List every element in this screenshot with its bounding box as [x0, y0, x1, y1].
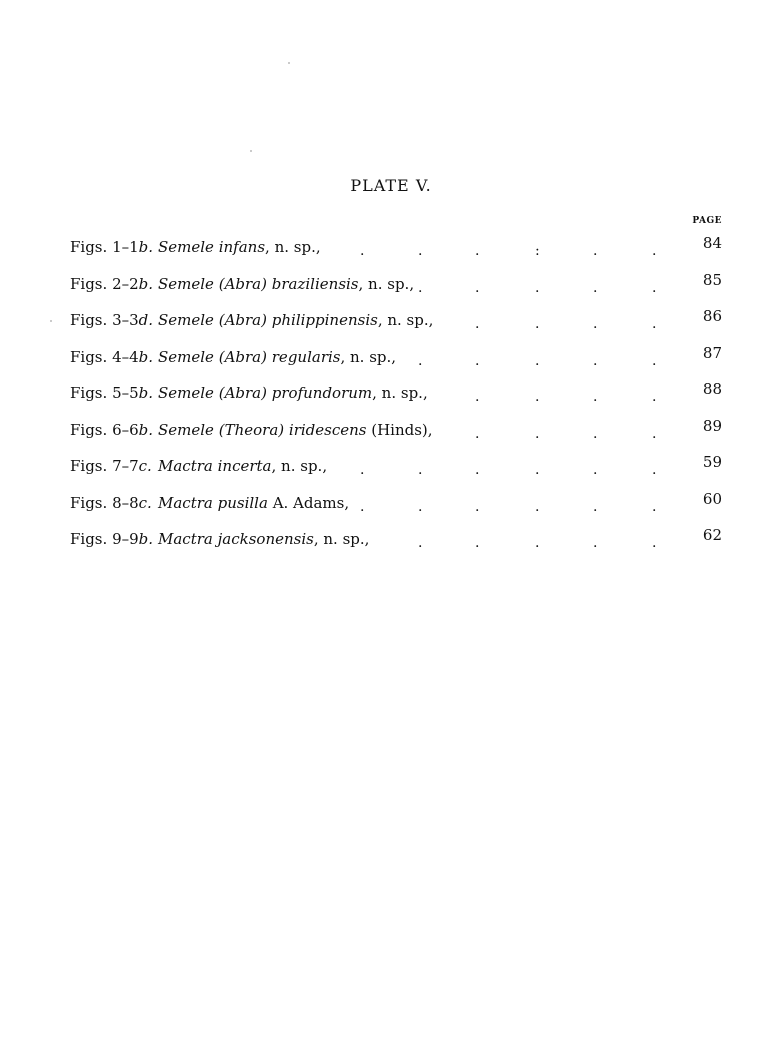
- species-name: Mactra jacksonensis, n. sp.,: [158, 530, 370, 548]
- page-number: 87: [702, 343, 722, 362]
- species-name: Semele (Theora) iridescens (Hinds),: [158, 420, 433, 439]
- leader-dots: . . . .: [475, 389, 657, 405]
- page-number: 89: [702, 416, 722, 435]
- page-number: 85: [702, 270, 722, 289]
- list-item: [70, 451, 722, 488]
- figure-reference: Figs. 1–1b.: [70, 238, 154, 256]
- page-number: 86: [702, 307, 722, 325]
- leader-dots: . . . . .: [418, 352, 657, 369]
- leader-dots: . . . .: [475, 316, 657, 332]
- list-item: [70, 488, 722, 525]
- species-name: Semele (Abra) profundorum, n. sp.,: [158, 384, 428, 402]
- list-item: [70, 305, 722, 342]
- leader-dots: . . . . . .: [360, 498, 657, 515]
- species-name: Semele (Abra) regularis, n. sp.,: [158, 347, 397, 366]
- list-item: [70, 415, 722, 452]
- page-number: 60: [702, 489, 722, 508]
- species-name: Semele (Abra) braziliensis, n. sp.,: [158, 274, 415, 293]
- page-number: 84: [702, 234, 722, 252]
- figure-reference: Figs. 6–6b.: [70, 420, 154, 439]
- species-name: Semele infans, n. sp.,: [158, 238, 321, 256]
- leader-dots: . . . . .: [418, 279, 657, 296]
- species-name: Mactra pusilla A. Adams,: [158, 493, 350, 512]
- page-number: 59: [702, 453, 722, 471]
- leader-dots: . . . .: [475, 425, 657, 442]
- page-column-header: PAGE: [692, 216, 722, 226]
- list-item: [70, 378, 722, 415]
- figure-reference: Figs. 7–7c.: [70, 457, 152, 475]
- leader-dots: . . . . .: [418, 535, 657, 551]
- plate-title: PLATE V.: [350, 176, 432, 195]
- list-item: [70, 342, 722, 379]
- species-name: Mactra incerta, n. sp.,: [158, 457, 328, 475]
- list-item: [70, 269, 722, 306]
- figure-reference: Figs. 2–2b.: [70, 274, 154, 293]
- leader-dots: . . . : . .: [360, 243, 657, 259]
- figure-reference: Figs. 5–5b.: [70, 384, 154, 402]
- leader-dots: . . . . . .: [360, 462, 657, 478]
- list-item: [70, 232, 722, 269]
- figure-reference: Figs. 8–8c.: [70, 493, 152, 512]
- page-number: 88: [702, 380, 722, 398]
- list-item: [70, 524, 722, 561]
- figure-reference: Figs. 4–4b.: [70, 347, 154, 366]
- figure-reference: Figs. 9–9b.: [70, 530, 154, 548]
- plate-figure-list: [70, 232, 722, 561]
- figure-reference: Figs. 3–3d.: [70, 311, 154, 329]
- species-name: Semele (Abra) philippinensis, n. sp.,: [158, 311, 434, 329]
- page-number: 62: [702, 526, 722, 544]
